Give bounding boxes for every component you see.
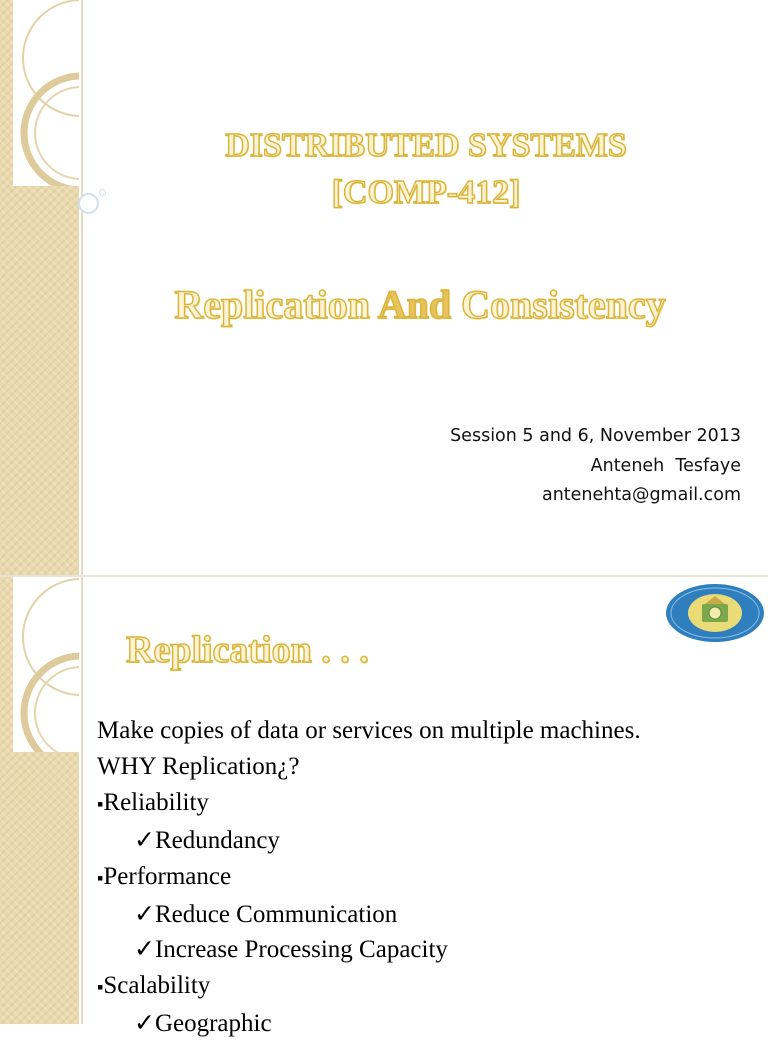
course-code: [COMP-412] bbox=[331, 174, 521, 211]
sub-bullet-item bbox=[97, 932, 757, 968]
slide-content bbox=[97, 713, 757, 1042]
decorative-line bbox=[81, 0, 83, 575]
sub-bullet-item bbox=[97, 823, 757, 859]
content-line bbox=[97, 713, 757, 749]
checkmark-icon: ✓ bbox=[134, 936, 155, 964]
bullet-text: Redundancy bbox=[154, 826, 280, 854]
square-bullet-icon: ▪ bbox=[97, 977, 104, 998]
decorative-arcs-icon bbox=[13, 0, 79, 186]
bullet-text: Reduce Communication bbox=[154, 900, 398, 928]
bullet-text: WHY Replication¿? bbox=[97, 752, 300, 780]
session-date: Session 5 and 6, November 2013 bbox=[450, 426, 741, 446]
square-bullet-icon: ▪ bbox=[97, 867, 104, 888]
bullet-text: Increase Processing Capacity bbox=[154, 936, 448, 964]
decorative-arc-panel bbox=[13, 0, 79, 186]
checkmark-icon: ✓ bbox=[134, 826, 155, 854]
course-title bbox=[96, 122, 756, 216]
decorative-arc-panel bbox=[13, 577, 79, 752]
sub-bullet-item bbox=[97, 1006, 757, 1042]
course-title-line: DISTRIBUTED SYSTEMS bbox=[225, 127, 627, 164]
square-bullet-icon: ▪ bbox=[97, 793, 104, 814]
decorative-line bbox=[81, 577, 83, 1024]
bullet-text: Scalability bbox=[103, 972, 211, 1000]
topic-title-part: Replication bbox=[174, 282, 378, 327]
bullet-item bbox=[97, 859, 757, 897]
university-logo bbox=[665, 583, 765, 643]
bullet-item bbox=[97, 785, 757, 823]
topic-title-part: Consistency bbox=[451, 282, 666, 327]
sub-bullet-item bbox=[97, 897, 757, 933]
session-info bbox=[450, 422, 741, 511]
university-seal-icon bbox=[665, 583, 765, 643]
checkmark-icon: ✓ bbox=[134, 1010, 155, 1038]
slide-title: Replication . . . bbox=[126, 629, 369, 671]
topic-title bbox=[120, 280, 720, 330]
content-line bbox=[97, 749, 757, 785]
author-name: Anteneh Tesfaye bbox=[590, 455, 741, 476]
bullet-text: Performance bbox=[103, 862, 232, 890]
bullet-text: Make copies of data or services on multiple machines. bbox=[97, 717, 641, 744]
decorative-arcs-icon bbox=[13, 577, 79, 752]
bullet-text: Geographic bbox=[154, 1010, 272, 1038]
checkmark-icon: ✓ bbox=[134, 900, 155, 928]
bullet-text: Reliability bbox=[103, 788, 209, 816]
topic-title-and: And bbox=[377, 282, 452, 327]
author-email: antenehta@gmail.com bbox=[541, 485, 741, 505]
bullet-item bbox=[97, 968, 757, 1006]
